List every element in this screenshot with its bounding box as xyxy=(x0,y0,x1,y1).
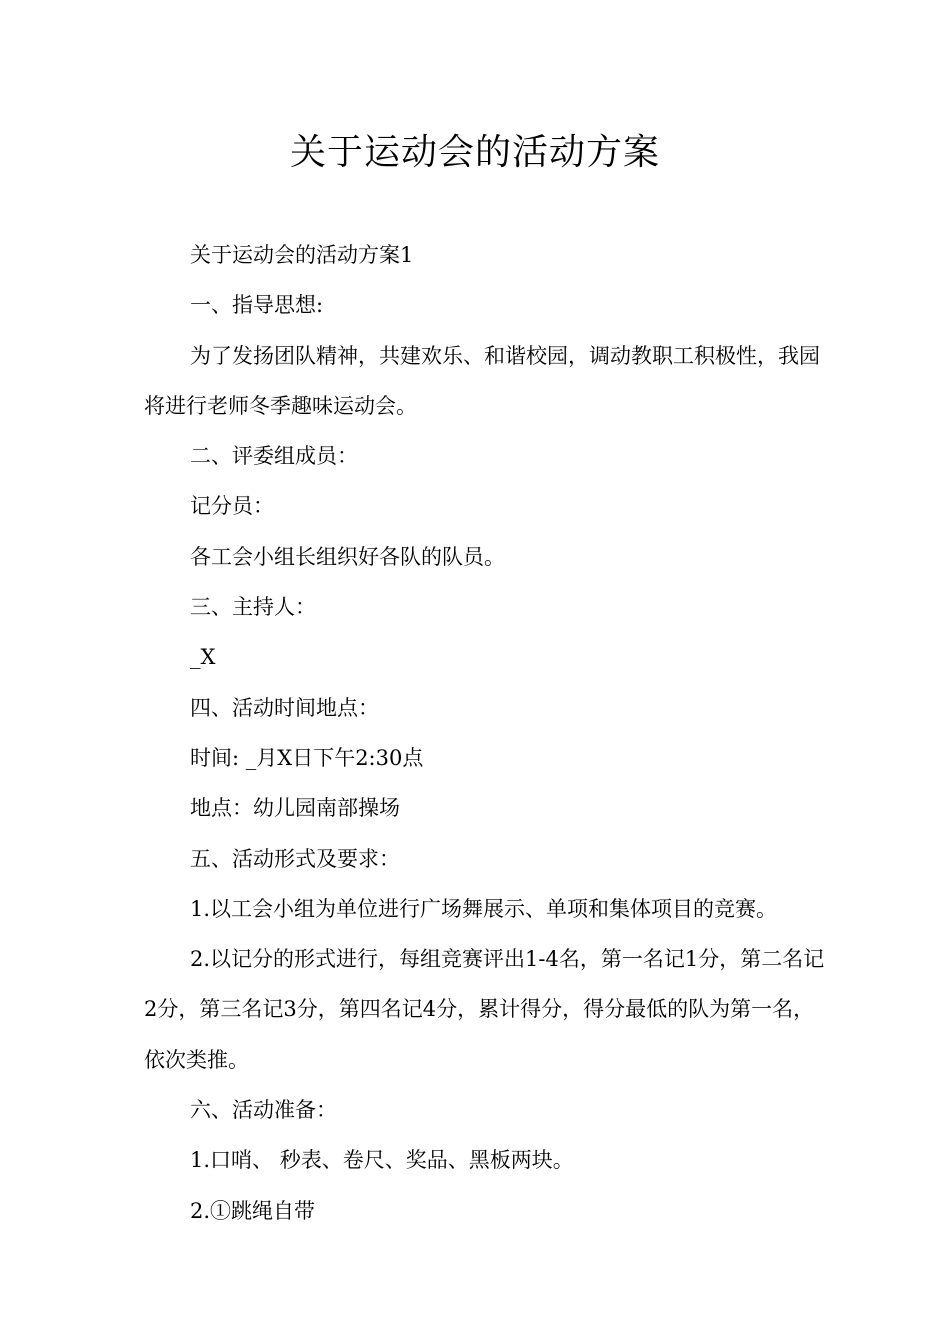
paragraph-place: 地点：幼儿园南部操场 xyxy=(190,796,400,821)
paragraph-section-preparation: 六、活动准备： xyxy=(190,1098,337,1123)
paragraph-purpose: 为了发扬团队精神，共建欢乐、和谐校园，调动教职工积极性，我园将进行老师冬季趣味运动会。 xyxy=(144,343,820,418)
paragraph-team-leaders: 各工会小组长组织好各队的队员。 xyxy=(190,544,505,569)
paragraph-section-format: 五、活动形式及要求： xyxy=(190,846,400,871)
paragraph-heading-1: 关于运动会的活动方案1 xyxy=(190,243,414,267)
paragraph-section-judges: 二、评委组成员： xyxy=(190,444,358,469)
paragraph-preparation-1: 1.口哨、 秒表、卷尺、奖品、黑板两块。 xyxy=(190,1148,574,1173)
paragraph-format-2: 2.以记分的形式进行，每组竞赛评出1-4名，第一名记1分，第二名记2分，第三名记3分，第四名记4分，累计得分，得分最低的队为第一名，依次类推。 xyxy=(144,947,825,1072)
paragraph-section-guiding-thought: 一、指导思想: xyxy=(190,293,324,318)
paragraph-preparation-2: 2.①跳绳自带 xyxy=(190,1198,316,1223)
paragraph-format-1: 1.以工会小组为单位进行广场舞展示、单项和集体项目的竞赛。 xyxy=(190,896,778,921)
paragraph-scorer: 记分员： xyxy=(190,494,274,519)
paragraph-section-host: 三、主持人： xyxy=(190,595,316,620)
paragraph-host-name: _X xyxy=(190,645,216,670)
paragraph-time: 时间: _月X日下午2:30点 xyxy=(190,745,424,770)
document-body xyxy=(144,230,834,1236)
document-title: 关于运动会的活动方案 xyxy=(289,132,660,173)
paragraph-section-time-place: 四、活动时间地点： xyxy=(190,695,379,720)
